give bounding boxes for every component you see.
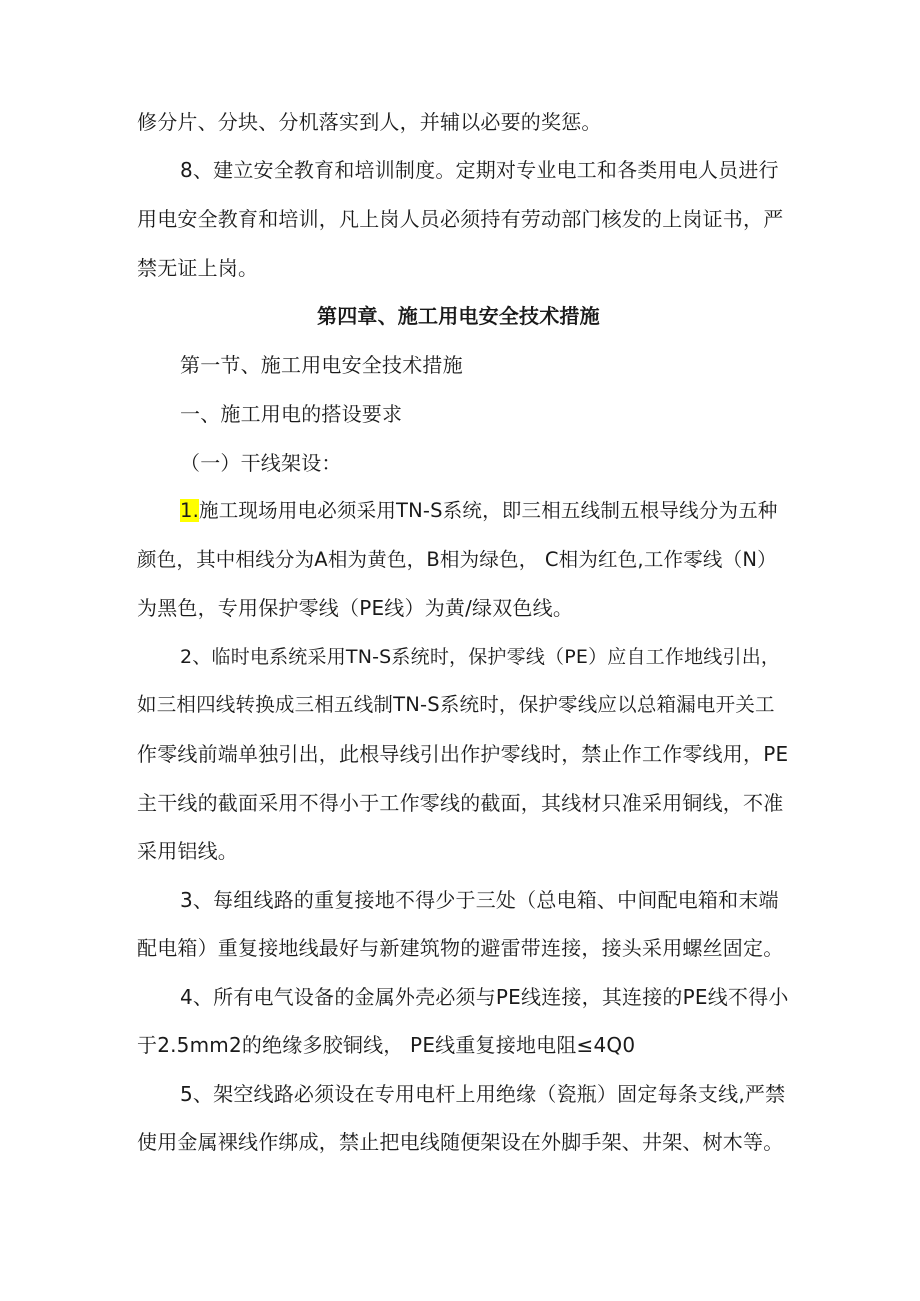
paragraph-line <box>180 497 778 525</box>
subsection-title: 一、施工用电的搭设要求 <box>180 402 403 426</box>
paragraph-line: 2、临时电系统采用TN-S系统时，保护零线（PE）应自工作地线引出， <box>180 646 781 668</box>
paragraph-line: 采用铝线。 <box>137 839 238 863</box>
highlighted-number: 1. <box>180 499 200 522</box>
section-title: 第一节、施工用电安全技术措施 <box>180 353 463 377</box>
paragraph-line: 配电箱）重复接地线最好与新建筑物的避雷带连接，接头采用螺丝固定。 <box>137 936 784 960</box>
paragraph-line: 如三相四线转换成三相五线制TN-S系统时，保护零线应以总箱漏电开关工 <box>137 693 775 716</box>
paragraph-line: 作零线前端单独引出，此根导线引出作护零线时，禁止作工作零线用，PE <box>137 742 789 766</box>
paragraph-line: 5、架空线路必须设在专用电杆上用绝缘（瓷瓶）固定每条支线,严禁 <box>180 1082 786 1106</box>
item-heading: （一）干线架设： <box>180 451 342 475</box>
paragraph-line: 3、每组线路的重复接地不得少于三处（总电箱、中间配电箱和末端 <box>180 888 779 912</box>
paragraph-line: 4、所有电气设备的金属外壳必须与PE线连接，其连接的PE线不得小 <box>180 985 789 1009</box>
paragraph-line: 于2.5mm2的绝缘多胶铜线， PE线重复接地电阻≤4Q0 <box>137 1033 636 1057</box>
paragraph-text: 施工现场用电必须采用TN-S系统，即三相五线制五根导线分为五种 <box>199 499 778 522</box>
paragraph-line: 修分片、分块、分机落实到人，并辅以必要的奖惩。 <box>137 110 602 134</box>
paragraph-line: 颜色，其中相线分为A相为黄色，B相为绿色， C相为红色,工作零线（N） <box>137 548 777 571</box>
paragraph-line: 禁无证上岗。 <box>137 256 259 280</box>
paragraph-line: 为黑色，专用保护零线（PE线）为黄/绿双色线。 <box>137 596 574 620</box>
paragraph-line: 使用金属裸线作绑成，禁止把电线随便架设在外脚手架、井架、树木等。 <box>137 1130 784 1154</box>
chapter-title: 第四章、施工用电安全技术措施 <box>317 304 600 328</box>
paragraph-line: 主干线的截面采用不得小于工作零线的截面，其线材只准采用铜线，不准 <box>137 791 784 815</box>
paragraph-line: 8、建立安全教育和培训制度。定期对专业电工和各类用电人员进行 <box>180 158 779 182</box>
paragraph-line: 用电安全教育和培训，凡上岗人员必须持有劳动部门核发的上岗证书，严 <box>137 207 784 231</box>
